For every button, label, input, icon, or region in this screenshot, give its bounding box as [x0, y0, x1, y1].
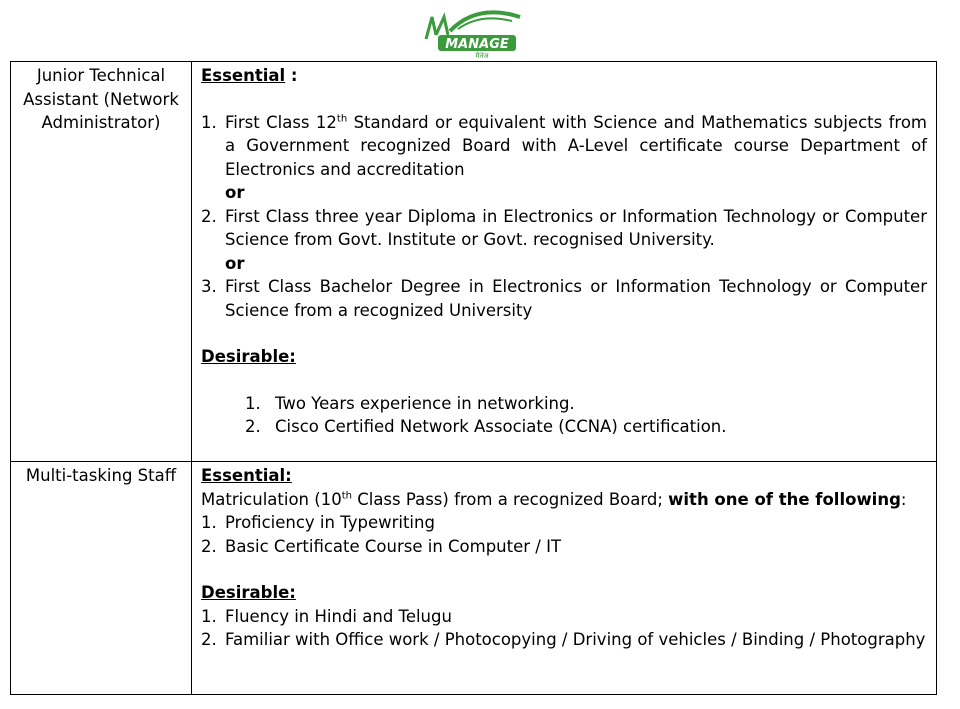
list-item: 1. Two Years experience in networking. [245, 393, 575, 413]
logo-subtext: मैनेज [475, 52, 489, 59]
list-item: 3. First Class Bachelor Degree in Electronics or Information Technology or Computer Science from a recognized University [201, 277, 927, 320]
list-item: 1. First Class 12th Standard or equivalent with Science and Mathematics subjects from a Government recognized Board with A-Level certificate course Department of Electronics and accreditation [201, 112, 927, 179]
desirable-heading: Desirable: [201, 347, 296, 366]
desirable-list [201, 605, 927, 652]
or-separator: or [225, 253, 245, 273]
post-name: Junior Technical Assistant (Network Administrator) [11, 62, 192, 462]
essential-heading: Essential : [201, 66, 298, 85]
essential-intro: Matriculation (10th Class Pass) from a recognized Board; with one of the following: [201, 489, 907, 509]
list-item: 2. Familiar with Office work / Photocopying / Driving of vehicles / Binding / Photography [201, 630, 926, 649]
desirable-list [201, 392, 927, 439]
post-name: Multi-tasking Staff [11, 462, 192, 695]
or-separator: or [225, 183, 245, 202]
table-row-mts [11, 462, 937, 695]
list-item: 2. Basic Certificate Course in Computer / IT [201, 536, 562, 556]
qualification-cell [192, 62, 937, 462]
list-item: 2. Cisco Certified Network Associate (CCNA) certification. [245, 417, 727, 436]
essential-list [201, 111, 927, 323]
essential-heading: Essential: [201, 466, 292, 485]
table-row-jta [11, 62, 937, 462]
qualification-table [10, 61, 937, 695]
essential-list [201, 511, 927, 558]
list-item: 1. Fluency in Hindi and Telugu [201, 606, 452, 626]
logo-text: MANAGE [445, 37, 509, 52]
qualification-cell [192, 462, 937, 695]
desirable-heading: Desirable: [201, 583, 296, 602]
list-item: 1. Proficiency in Typewriting [201, 513, 435, 532]
list-item: 2. First Class three year Diploma in Electronics or Information Technology or Computer Science from Govt. Institute or Govt. recognised University. [201, 206, 927, 249]
manage-logo [422, 5, 526, 59]
